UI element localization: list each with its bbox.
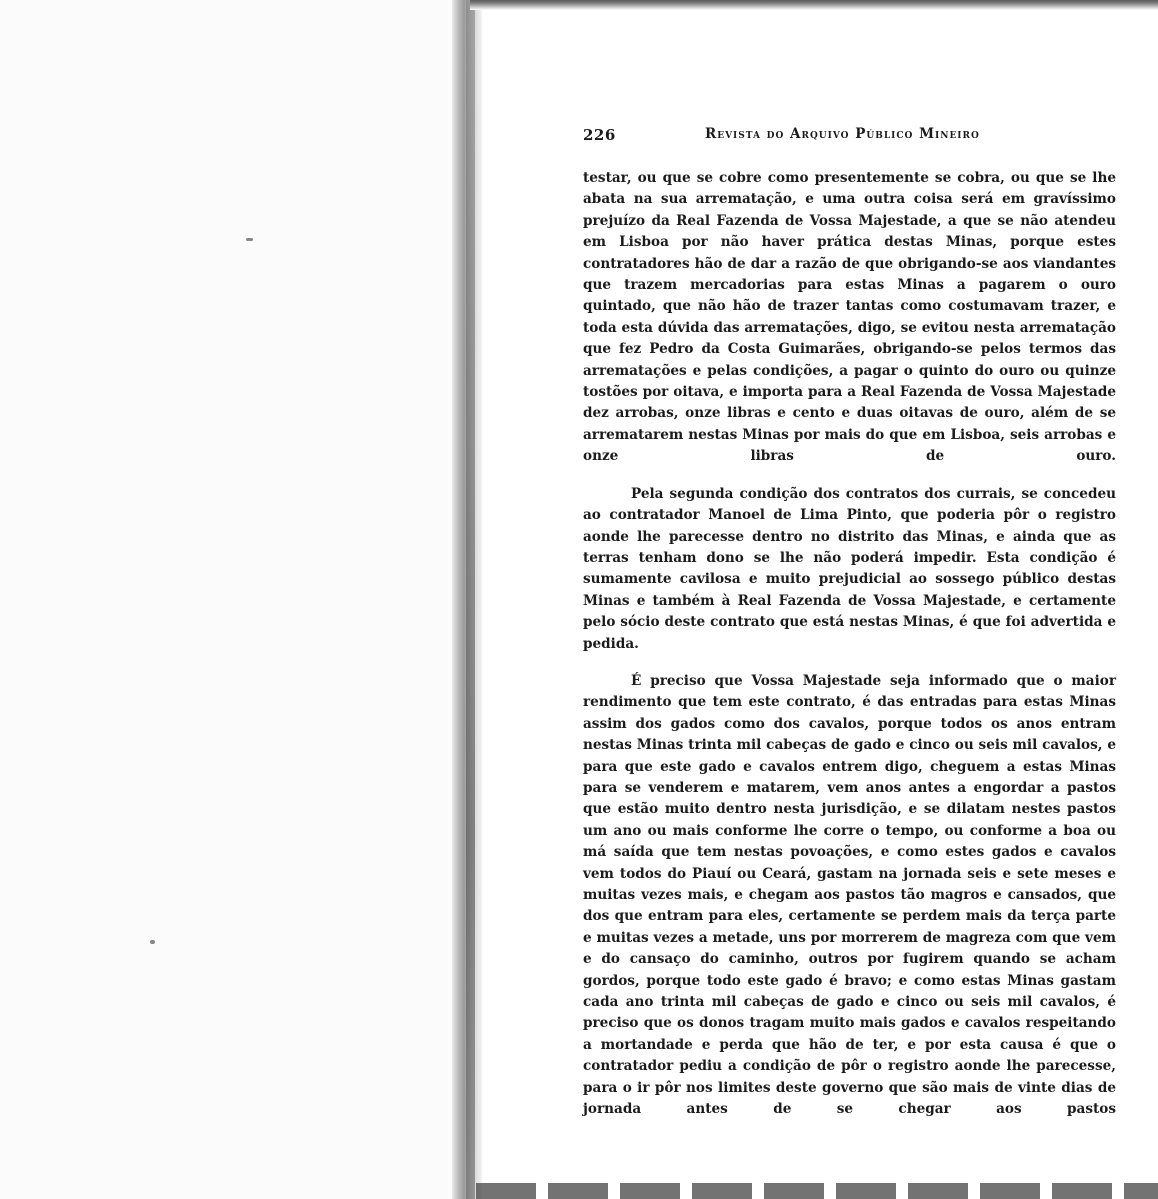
facing-blank-page [0,0,455,1199]
page-speck [150,940,155,944]
running-title: Revista do Arquivo Público Mineiro [705,126,980,142]
page-top-edge [470,0,1158,10]
paragraph: testar, ou que se cobre como presentemente se cobra, ou que se lhe abata na sua arrematação, e uma outra coisa será em gravíssimo prejuízo da Real Fazenda de Vossa Majestade, a que se não atendeu em Lisboa por não haver prática destas Minas, porque estes contratadores hão de dar a razão de que obrigando-se aos viandantes que trazem mercadorias para estas Minas a pagarem o ouro quintado, que não hão de trazer tantas como costumavam trazer, e toda esta dúvida das arrematações, digo, se evitou nesta arrematação que fez Pedro da Costa Guimarães, obrigando-se pelos termos das arrematações e pelas condições, a pagar o quinto do ouro ou quinze tostões por oitava, e importa para a Real Fazenda de Vossa Majestade dez arrobas, onze libras e cento e duas oitavas de ouro, além de se arrematarem nestas Minas por mais do que em Lisboa, seis arrobas e onze libras de ouro. [583,170,1116,465]
text-page [583,122,1116,1120]
paragraph: Pela segunda condição dos contratos dos currais, se concedeu ao contratador Manoel de Lima Pinto, que poderia pôr o registro aonde lhe parecesse dentro no distrito das Minas, e ainda que as terras tenham dono se lhe não poderá impedir. Esta condição é sumamente cavilosa e muito prejudicial ao sossego público destas Minas e também à Real Fazenda de Vossa Majestade, e certamente pelo sócio deste contrato que está nestas Minas, é que foi advertida e pedida. [583,485,1116,652]
body-text [583,168,1116,1120]
page-bottom-edge [476,1183,1158,1199]
paragraph: É preciso que Vossa Majestade seja informado que o maior rendimento que tem este contrato, é das entradas para estas Minas assim dos gados como dos cavalos, porque todos os anos entram nestas Minas trinta mil cabeças de gado e cinco ou seis mil cavalos, e para que este gado e cavalos entrem digo, cheguem a estas Minas para se venderem e matarem, vem anos antes a engordar a pastos que estão muito dentro nesta jurisdição, e se dilatam nestes pastos um ano ou mais conforme lhe corre o tempo, ou conforme a boa ou má saída que tem nestas povoações, e como estes gados e cavalos vem todos do Piauí ou Ceará, gastam na jornada seis e sete meses e muitas vezes mais, e chegam aos pastos tão magros e cansados, que dos que entram para eles, certamente se perdem mais da terça parte e muitas vezes a metade, uns por morrerem de magreza com que vem e do cansaço do caminho, outros por fugirem quando se acham gordos, porque todo este gado é bravo; e como estas Minas gastam cada ano trinta mil cabeças de gado e cinco ou seis mil cavalos, é preciso que os donos tragam muito mais gados e cavalos respeitando a mortandade e perda que hão de ter, e por esta causa é que o contratador pediu a condição de pôr o registro aonde lhe parecesse, para o ir pôr nos limites deste governo que são mais de vinte dias de jornada antes de se chegar aos pastos [583,672,1116,1118]
page-header [583,122,1116,148]
page-number: 226 [583,126,616,144]
page-speck [246,238,253,241]
gutter-shadow [466,0,475,1199]
